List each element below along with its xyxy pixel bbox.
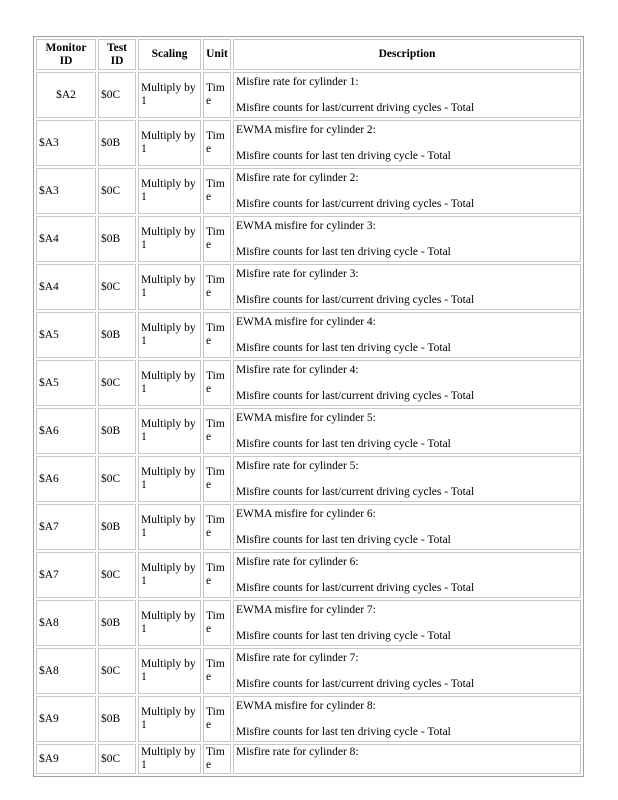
cell-scaling: Multiply by 1 bbox=[138, 168, 201, 214]
cell-test-id: $0C bbox=[98, 456, 136, 502]
cell-scaling: Multiply by 1 bbox=[138, 408, 201, 454]
description-title: EWMA misfire for cylinder 3: bbox=[236, 219, 376, 232]
cell-unit: Time bbox=[203, 408, 231, 454]
cell-monitor-id: $A8 bbox=[36, 600, 96, 646]
cell-description bbox=[233, 696, 581, 742]
description-title: Misfire rate for cylinder 2: bbox=[236, 171, 359, 184]
cell-scaling: Multiply by 1 bbox=[138, 648, 201, 694]
cell-test-id: $0B bbox=[98, 600, 136, 646]
cell-unit: Time bbox=[203, 552, 231, 598]
cell-monitor-id: $A6 bbox=[36, 408, 96, 454]
description-detail: Misfire counts for last ten driving cycle - Total bbox=[236, 149, 451, 162]
cell-scaling: Multiply by 1 bbox=[138, 72, 201, 118]
description-title: EWMA misfire for cylinder 5: bbox=[236, 411, 376, 424]
table-row bbox=[36, 600, 581, 646]
cell-scaling: Multiply by 1 bbox=[138, 360, 201, 406]
cell-unit: Time bbox=[203, 504, 231, 550]
description-title: Misfire rate for cylinder 3: bbox=[236, 267, 359, 280]
cell-description bbox=[233, 120, 581, 166]
cell-test-id: $0C bbox=[98, 72, 136, 118]
cell-unit: Time bbox=[203, 600, 231, 646]
description-detail: Misfire counts for last/current driving cycles - Total bbox=[236, 485, 475, 498]
description-title: EWMA misfire for cylinder 4: bbox=[236, 315, 376, 328]
cell-unit: Time bbox=[203, 216, 231, 262]
cell-test-id: $0C bbox=[98, 552, 136, 598]
cell-test-id: $0C bbox=[98, 360, 136, 406]
cell-monitor-id: $A8 bbox=[36, 648, 96, 694]
description-detail: Misfire counts for last ten driving cycle - Total bbox=[236, 629, 451, 642]
cell-scaling: Multiply by 1 bbox=[138, 600, 201, 646]
cell-monitor-id: $A3 bbox=[36, 168, 96, 214]
table-row bbox=[36, 312, 581, 358]
header-monitor-id: Monitor ID bbox=[36, 39, 96, 70]
cell-description bbox=[233, 408, 581, 454]
cell-monitor-id: $A6 bbox=[36, 456, 96, 502]
cell-test-id: $0B bbox=[98, 120, 136, 166]
cell-scaling: Multiply by 1 bbox=[138, 504, 201, 550]
cell-scaling: Multiply by 1 bbox=[138, 696, 201, 742]
cell-description bbox=[233, 360, 581, 406]
description-title: Misfire rate for cylinder 7: bbox=[236, 651, 359, 664]
cell-unit: Time bbox=[203, 648, 231, 694]
table-row bbox=[36, 456, 581, 502]
cell-unit: Time bbox=[203, 696, 231, 742]
cell-unit: Time bbox=[203, 360, 231, 406]
cell-unit: Time bbox=[203, 168, 231, 214]
table-row bbox=[36, 648, 581, 694]
header-test-id: Test ID bbox=[98, 39, 136, 70]
cell-test-id: $0C bbox=[98, 264, 136, 310]
cell-test-id: $0B bbox=[98, 504, 136, 550]
header-unit: Unit bbox=[203, 39, 231, 70]
cell-scaling: Multiply by 1 bbox=[138, 120, 201, 166]
cell-description bbox=[233, 600, 581, 646]
document-page bbox=[33, 36, 584, 777]
cell-monitor-id: $A5 bbox=[36, 360, 96, 406]
header-scaling: Scaling bbox=[138, 39, 201, 70]
description-title: Misfire rate for cylinder 5: bbox=[236, 459, 359, 472]
table-header-row bbox=[36, 39, 581, 70]
cell-scaling: Multiply by 1 bbox=[138, 456, 201, 502]
cell-scaling: Multiply by 1 bbox=[138, 552, 201, 598]
cell-unit: Time bbox=[203, 744, 231, 774]
description-detail: Misfire counts for last/current driving cycles - Total bbox=[236, 101, 475, 114]
cell-scaling: Multiply by 1 bbox=[138, 312, 201, 358]
cell-monitor-id: $A2 bbox=[36, 72, 96, 118]
cell-monitor-id: $A4 bbox=[36, 264, 96, 310]
description-title: Misfire rate for cylinder 6: bbox=[236, 555, 359, 568]
header-description: Description bbox=[233, 39, 581, 70]
description-title: EWMA misfire for cylinder 7: bbox=[236, 603, 376, 616]
description-detail: Misfire counts for last ten driving cycle - Total bbox=[236, 437, 451, 450]
cell-description bbox=[233, 504, 581, 550]
description-title: Misfire rate for cylinder 8: bbox=[236, 746, 359, 758]
table-row bbox=[36, 504, 581, 550]
table-body bbox=[36, 72, 581, 774]
table-row bbox=[36, 408, 581, 454]
cell-description bbox=[233, 744, 581, 774]
cell-unit: Time bbox=[203, 456, 231, 502]
cell-monitor-id: $A3 bbox=[36, 120, 96, 166]
description-title: EWMA misfire for cylinder 2: bbox=[236, 123, 376, 136]
cell-unit: Time bbox=[203, 312, 231, 358]
cell-test-id: $0C bbox=[98, 744, 136, 774]
cell-description bbox=[233, 456, 581, 502]
cell-description bbox=[233, 552, 581, 598]
description-detail: Misfire counts for last ten driving cycle - Total bbox=[236, 533, 451, 546]
cell-test-id: $0B bbox=[98, 312, 136, 358]
description-title: EWMA misfire for cylinder 6: bbox=[236, 507, 376, 520]
description-detail: Misfire counts for last ten driving cycle - Total bbox=[236, 245, 451, 258]
monitor-test-table bbox=[33, 36, 584, 777]
cell-test-id: $0B bbox=[98, 696, 136, 742]
cell-description bbox=[233, 648, 581, 694]
cell-test-id: $0B bbox=[98, 408, 136, 454]
cell-test-id: $0C bbox=[98, 648, 136, 694]
table-row bbox=[36, 696, 581, 742]
cell-description bbox=[233, 72, 581, 118]
table-row bbox=[36, 552, 581, 598]
cell-description bbox=[233, 168, 581, 214]
cell-monitor-id: $A7 bbox=[36, 504, 96, 550]
cell-description bbox=[233, 264, 581, 310]
table-row bbox=[36, 744, 581, 774]
description-detail: Misfire counts for last ten driving cycle - Total bbox=[236, 725, 451, 738]
table-row bbox=[36, 216, 581, 262]
cell-scaling: Multiply by 1 bbox=[138, 264, 201, 310]
description-detail: Misfire counts for last/current driving cycles - Total bbox=[236, 677, 475, 690]
cell-unit: Time bbox=[203, 120, 231, 166]
description-detail: Misfire counts for last/current driving cycles - Total bbox=[236, 581, 475, 594]
cell-unit: Time bbox=[203, 264, 231, 310]
cell-unit: Time bbox=[203, 72, 231, 118]
cell-monitor-id: $A4 bbox=[36, 216, 96, 262]
cell-monitor-id: $A7 bbox=[36, 552, 96, 598]
cell-test-id: $0B bbox=[98, 216, 136, 262]
cell-scaling: Multiply by 1 bbox=[138, 744, 201, 774]
description-detail: Misfire counts for last/current driving cycles - Total bbox=[236, 389, 475, 402]
cell-monitor-id: $A5 bbox=[36, 312, 96, 358]
table-row bbox=[36, 120, 581, 166]
cell-description bbox=[233, 312, 581, 358]
table-row bbox=[36, 168, 581, 214]
cell-monitor-id: $A9 bbox=[36, 744, 96, 774]
cell-test-id: $0C bbox=[98, 168, 136, 214]
table-row bbox=[36, 264, 581, 310]
description-detail: Misfire counts for last/current driving cycles - Total bbox=[236, 197, 475, 210]
description-title: EWMA misfire for cylinder 8: bbox=[236, 699, 376, 712]
cell-description bbox=[233, 216, 581, 262]
table-row bbox=[36, 360, 581, 406]
cell-monitor-id: $A9 bbox=[36, 696, 96, 742]
description-detail: Misfire counts for last/current driving cycles - Total bbox=[236, 293, 475, 306]
description-title: Misfire rate for cylinder 1: bbox=[236, 75, 359, 88]
description-title: Misfire rate for cylinder 4: bbox=[236, 363, 359, 376]
description-detail: Misfire counts for last ten driving cycle - Total bbox=[236, 341, 451, 354]
table-row bbox=[36, 72, 581, 118]
cell-scaling: Multiply by 1 bbox=[138, 216, 201, 262]
